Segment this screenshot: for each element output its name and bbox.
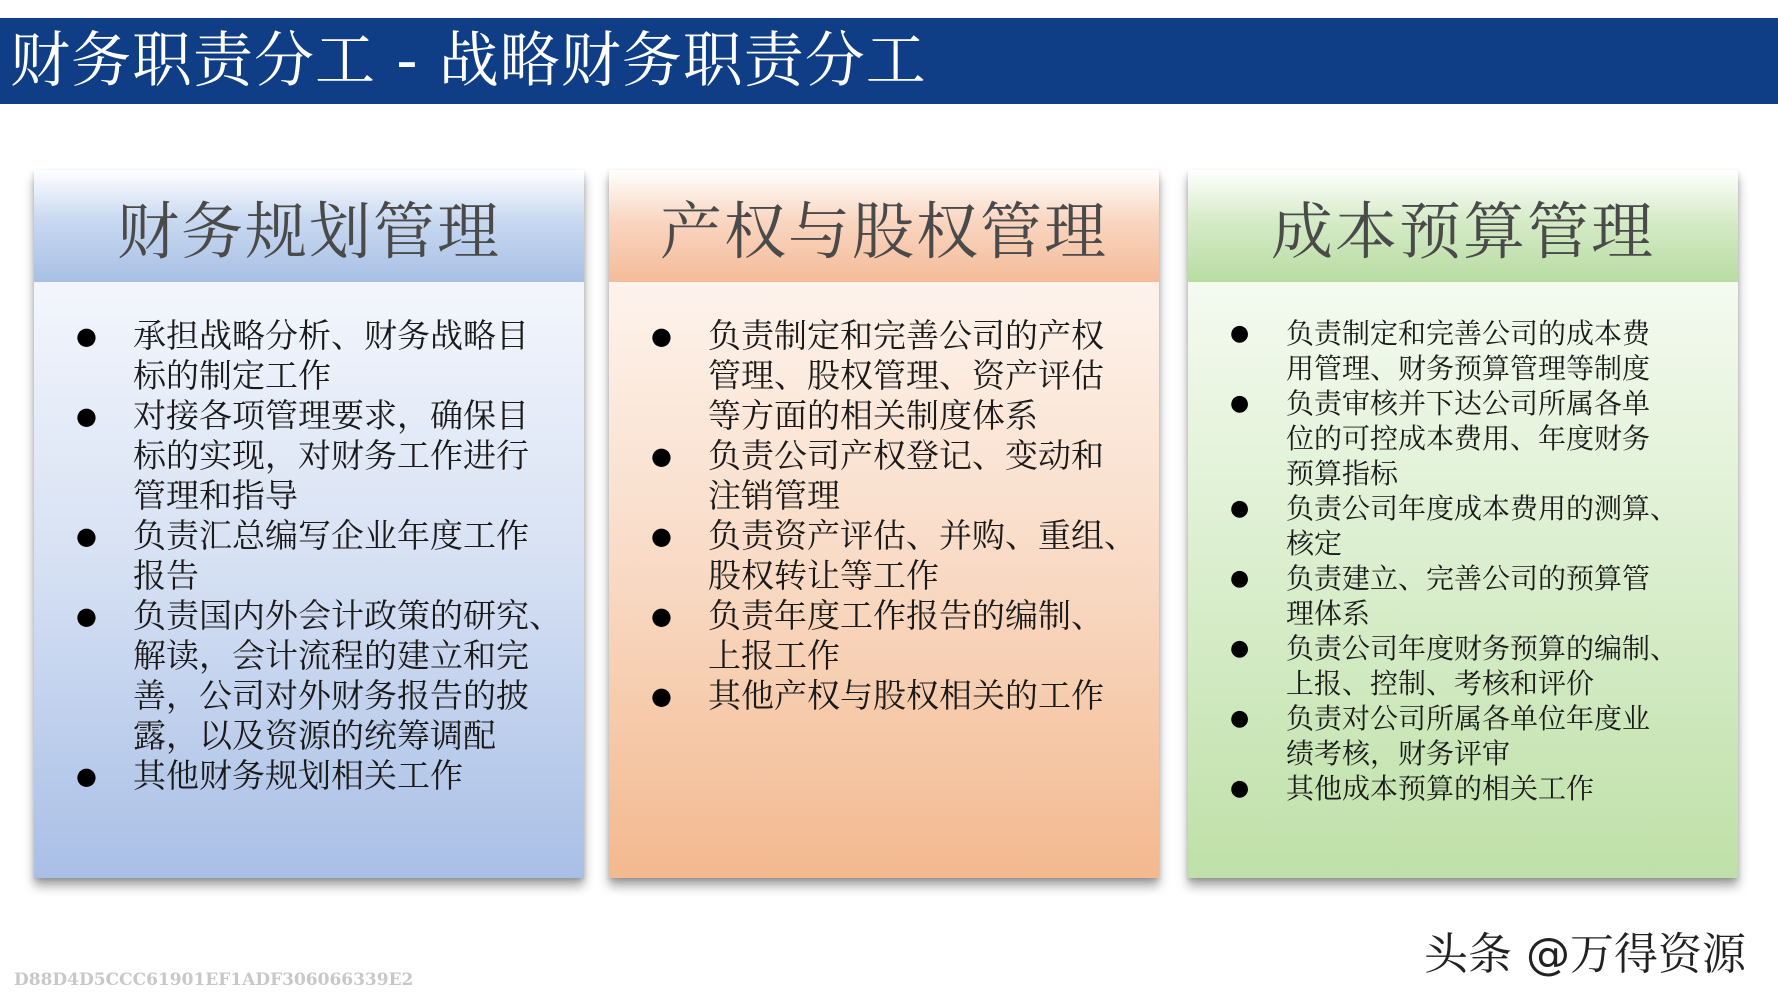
bullet-icon: ● [651,682,672,710]
list-item [609,676,1159,716]
bullet-icon: ● [76,402,97,430]
bullet-icon: ● [1230,776,1250,801]
bullet-icon: ● [76,602,97,630]
list-item [1188,701,1738,771]
list-item-text: 负责制定和完善公司的产权 管理、股权管理、资产评估 等方面的相关制度体系 [708,316,1104,435]
document-code: D88D4D5CCC61901EF1ADF306066339E2 [14,970,414,990]
list-item-text: 负责汇总编写企业年度工作 报告 [133,516,529,595]
column-header: 产权与股权管理 [609,170,1159,282]
column-header: 成本预算管理 [1188,170,1738,282]
list-item [609,596,1159,676]
duty-list [1188,316,1738,806]
list-item-text: 对接各项管理要求，确保目 标的实现，对财务工作进行 管理和指导 [133,396,529,515]
list-item-text: 其他财务规划相关工作 [133,756,463,795]
list-item [1188,631,1738,701]
list-item-text: 负责建立、完善公司的预算管 理体系 [1286,562,1651,630]
list-item-text: 负责资产评估、并购、重组、 股权转让等工作 [708,516,1137,595]
list-item-text: 负责公司产权登记、变动和 注销管理 [708,436,1104,515]
column-cost-budget [1188,170,1738,878]
bullet-icon: ● [76,522,97,550]
bullet-icon: ● [651,522,672,550]
list-item [34,316,584,396]
bullet-icon: ● [1230,496,1250,521]
list-item-text: 负责公司年度成本费用的测算、 核定 [1286,492,1679,560]
column-property-equity [609,170,1159,878]
list-item-text: 负责公司年度财务预算的编制、 上报、控制、考核和评价 [1286,632,1679,700]
column-body [1188,282,1738,878]
list-item-text: 负责年度工作报告的编制、 上报工作 [708,596,1104,675]
list-item [34,396,584,516]
list-item-text: 其他产权与股权相关的工作 [708,676,1104,715]
title-banner [0,18,1778,104]
list-item [34,596,584,756]
list-item [1188,561,1738,631]
duty-list [34,316,584,796]
list-item-text: 负责国内外会计政策的研究、 解读，会计流程的建立和完 善，公司对外财务报告的披 露，以及资源的统筹调配 [133,596,562,755]
column-header: 财务规划管理 [34,170,584,282]
list-item [1188,771,1738,806]
column-body [34,282,584,878]
bullet-icon: ● [1230,706,1250,731]
bullet-icon: ● [651,442,672,470]
list-item [34,516,584,596]
duty-list [609,316,1159,716]
watermark-text: 头条 @万得资源 [1424,929,1746,980]
column-body [609,282,1159,878]
bullet-icon: ● [1230,636,1250,661]
bullet-icon: ● [1230,391,1250,416]
list-item [609,436,1159,516]
column-financial-planning [34,170,584,878]
list-item [609,516,1159,596]
list-item [609,316,1159,436]
bullet-icon: ● [1230,566,1250,591]
bullet-icon: ● [651,602,672,630]
bullet-icon: ● [76,762,97,790]
list-item [34,756,584,796]
list-item [1188,386,1738,491]
list-item-text: 负责对公司所属各单位年度业 绩考核，财务评审 [1286,702,1651,770]
list-item-text: 其他成本预算的相关工作 [1286,772,1595,805]
list-item-text: 负责审核并下达公司所属各单 位的可控成本费用、年度财务 预算指标 [1286,387,1651,490]
bullet-icon: ● [651,322,672,350]
bullet-icon: ● [1230,321,1250,346]
page-title: 财务职责分工 - 战略财务职责分工 [10,26,927,96]
list-item-text: 承担战略分析、财务战略目 标的制定工作 [133,316,529,395]
list-item-text: 负责制定和完善公司的成本费 用管理、财务预算管理等制度 [1286,317,1651,385]
list-item [1188,491,1738,561]
bullet-icon: ● [76,322,97,350]
list-item [1188,316,1738,386]
